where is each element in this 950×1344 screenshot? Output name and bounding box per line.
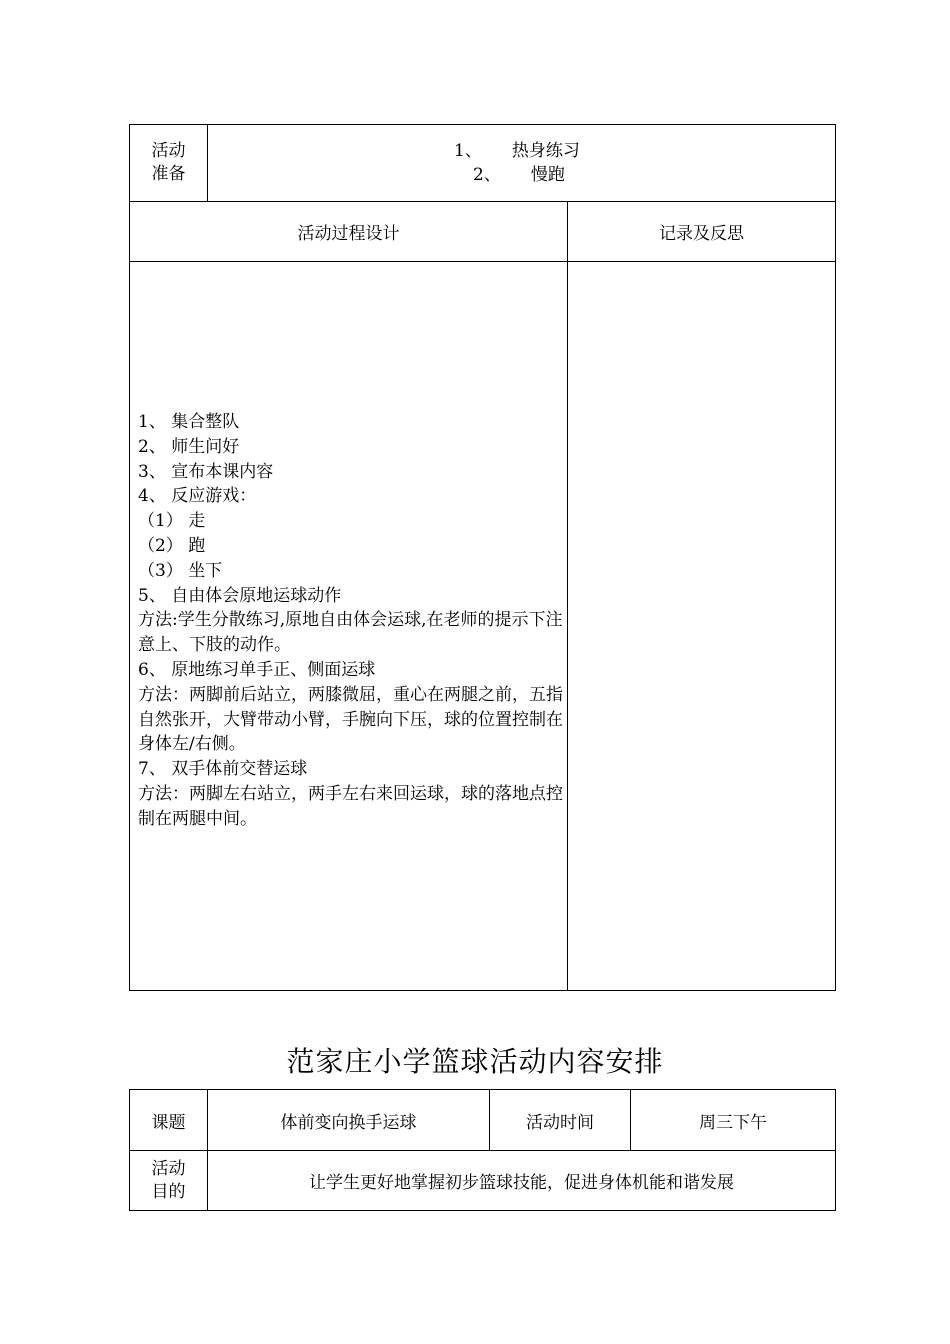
step-line: 1、 集合整队 [138, 412, 240, 432]
step-line: 7、 双手体前交替运球 [138, 759, 308, 780]
prep-item-1: 1、 热身练习 [454, 141, 580, 161]
process-header: 活动过程设计 [130, 202, 568, 262]
step-line: 3、 宣布本课内容 [138, 461, 274, 482]
step-line: 5、 自由体会原地运球动作 [138, 585, 342, 606]
step-line: 6、 原地练习单手正、侧面运球 [138, 659, 376, 680]
goal-label-line-2: 目的 [151, 1181, 186, 1202]
method-paragraph: 方法：两脚左右站立，两手左右来回运球，球的落地点控制在两腿中间。 [138, 783, 563, 829]
goal-label-cell [130, 1151, 208, 1211]
step-line: （1） 走 [138, 511, 206, 532]
reflection-content-cell [568, 262, 836, 991]
step-line: （3） 坐下 [138, 560, 223, 581]
process-steps-list [138, 410, 563, 832]
lesson-plan-table [129, 124, 836, 991]
time-value: 周三下午 [631, 1090, 836, 1151]
goal-label-line-1: 活动 [151, 1158, 186, 1179]
method-paragraph: 方法：两脚前后站立，两膝微屈，重心在两腿之前，五指自然张开，大臂带动小臂，手腕向下压，球的位置控制在身体左/右侧。 [138, 684, 563, 755]
topic-label: 课题 [130, 1090, 208, 1151]
prep-label-line-2: 准备 [151, 164, 186, 184]
process-content-cell [130, 262, 568, 991]
goal-value: 让学生更好地掌握初步篮球技能，促进身体机能和谐发展 [208, 1151, 836, 1211]
step-line: 4、 反应游戏： [138, 486, 257, 507]
step-line: 2、 师生问好 [138, 436, 240, 457]
prep-item-2: 2、 慢跑 [473, 165, 565, 185]
document-title: 范家庄小学篮球活动内容安排 [286, 1045, 664, 1078]
prep-label-cell [130, 125, 208, 202]
topic-value: 体前变向换手运球 [208, 1090, 490, 1151]
method-paragraph: 方法:学生分散练习,原地自由体会运球,在老师的提示下注意上、下肢的动作。 [138, 610, 563, 656]
prep-label-line-1: 活动 [151, 141, 186, 161]
activity-info-table [129, 1089, 836, 1211]
step-line: （2） 跑 [138, 535, 206, 556]
time-label: 活动时间 [490, 1090, 631, 1151]
prep-items-cell [208, 125, 836, 202]
reflection-header: 记录及反思 [568, 202, 836, 262]
